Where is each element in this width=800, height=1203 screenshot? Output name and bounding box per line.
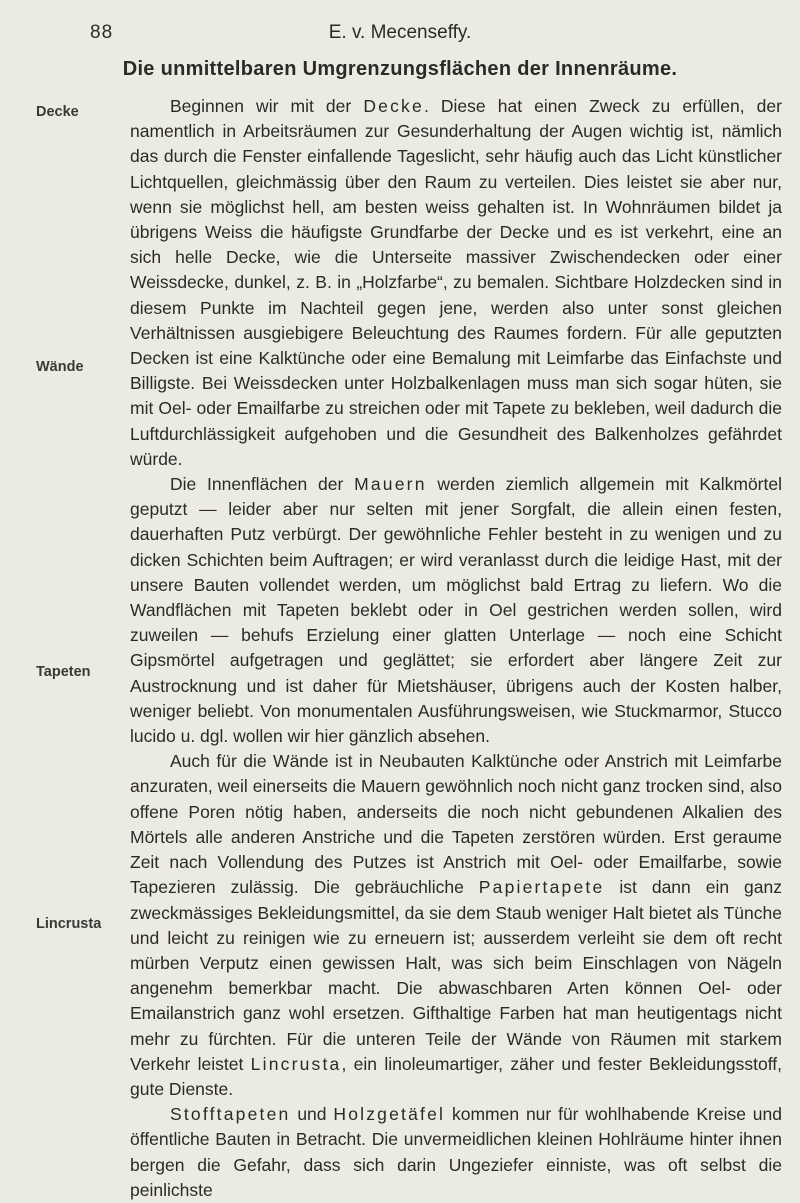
emphasis-term: Mauern (354, 474, 427, 495)
page-header (0, 22, 800, 52)
paragraph-text: , ein linoleumartiger, zäher und fester Bekleidungsstoff, gute Dienste. (130, 1053, 782, 1099)
emphasis-term: Lincrusta (250, 1053, 342, 1074)
emphasis-term: Decke (363, 96, 424, 116)
margin-note-tapeten: Tapeten (36, 664, 91, 680)
page-number: 88 (90, 22, 114, 43)
paragraph-tapeten (130, 749, 782, 1102)
emphasis-term: Stofftapeten (170, 1104, 291, 1125)
paragraph-text: Die Innenflächen der (170, 474, 355, 495)
section-title: Die unmittelbaren Umgrenzungsflächen der Innenräume. (122, 58, 678, 80)
paragraph-text: Beginnen wir mit der (170, 96, 364, 116)
paragraph-stofftapeten (130, 1102, 782, 1203)
margin-note-waende: Wände (36, 359, 84, 375)
paragraph-text: und (290, 1104, 334, 1125)
paragraph-decke (130, 94, 782, 472)
running-head: E. v. Mecenseffy. (328, 22, 472, 43)
paragraph-text: kommen nur für wohlhabende Kreise und öffentliche Bauten in Betracht. Die unvermeidlichen kleinen Hohlräume hinter ihnen bergen die Gefahr, dass sich darin Ungeziefer einniste, was oft selbst die peinlichste (130, 1104, 782, 1200)
paragraph-mauern (130, 472, 782, 749)
paragraph-text: ist dann ein ganz zweckmässiges Bekleidungsmittel, da sie dem Staub weniger Halt bietet als Tünche und leicht zu reinigen wie zu erneuern ist; ausserdem verleiht sie dem oft recht mürben Verputz einen gewissen Halt, was sich beim Einschlagen von Nägeln angenehm bemerkbar macht. Die abwaschbaren Arten können Oel- oder Emailanstrich ganz wohl ersetzen. Gifthaltige Farben hat man heutigentags nicht mehr zu fürchten. Für die unteren Teile der Wände von Räumen mit starkem Verkehr leistet (130, 877, 782, 1074)
body-text (130, 94, 782, 1203)
margin-note-lincrusta: Lincrusta (36, 916, 102, 932)
paragraph-text: Auch für die Wände ist in Neubauten Kalktünche oder Anstrich mit Leimfarbe anzuraten, weil einerseits die Mauern gewöhnlich noch nicht ganz trocken sind, also offene Poren nötig haben, anderseits die noch nicht gebundenen Alkalien des Mörtels alle anderen Anstriche und die Tapeten zerstören würden. Erst geraume Zeit nach Vollendung des Putzes ist Anstrich mit Oel- oder Emailfarbe, sowie Tapezieren zulässig. Die gebräuchliche (130, 751, 782, 898)
paragraph-text: . Diese hat einen Zweck zu erfüllen, der namentlich in Arbeitsräumen zur Gesunderhaltung der Augen wichtig ist, nämlich das durch die Fenster einfallende Tageslicht, sehr häufig auch das Licht künstlicher Lichtquellen, gleichmässig über den Raum zu verteilen. Dies leistet sie aber nur, wenn sie möglichst hell, am besten weiss gehalten ist. In Wohnräumen bildet ja übrigens Weiss die häufigste Grundfarbe der Decke und es ist verkehrt, eine an sich helle Decke, wie die Unterseite massiver Zwischendecken oder einer Weissdecke, dunkel, z. B. in „Holzfarbe“, zu bemalen. Sichtbare Holzdecken sind in diesem Punkte im Nachteil gegen jene, werden also unter sonst gleichen Verhältnissen ausgiebigere Beleuchtung des Raumes fordern. Für alle geputzten Decken ist eine Kalktünche oder eine Bemalung mit Leimfarbe das Einfachste und Billigste. Bei Weissdecken unter Holzbalkenlagen muss man sich sogar hüten, sie mit Oel- oder Emailfarbe zu streichen oder mit Tapete zu bekleben, weil dadurch die Luftdurchlässigkeit aufgehoben und die Gesundheit des Balkenholzes gefährdet würde. (130, 96, 782, 469)
emphasis-term: Holzgetäfel (333, 1104, 446, 1125)
emphasis-term: Papiertapete (478, 877, 605, 898)
paragraph-text: werden ziemlich allgemein mit Kalkmörtel geputzt — leider aber nur selten mit jener Sorgfalt, die allein einen festen, dauerhaften Putz verbürgt. Der gewöhnliche Fehler besteht in zu wenigen und zu dicken Schichten beim Auftragen; er wird veranlasst durch die leidige Hast, mit der unsere Bauten vollendet werden, um möglichst bald Ertrag zu liefern. Wo die Wandflächen mit Tapeten beklebt oder in Oel gestrichen werden sollen, wird zuweilen — behufs Erzielung einer glatten Unterlage — noch eine Schicht Gipsmörtel aufgetragen und geglättet; sie erfordert aber längere Zeit zur Austrocknung und ist daher für Mietshäuser, übrigens auch der Kosten halber, weniger beliebt. Von monumentalen Ausführungsweisen, wie Stuckmarmor, Stucco lucido u. dgl. wollen wir hier gänzlich absehen. (130, 474, 782, 747)
margin-note-decke: Decke (36, 104, 79, 120)
